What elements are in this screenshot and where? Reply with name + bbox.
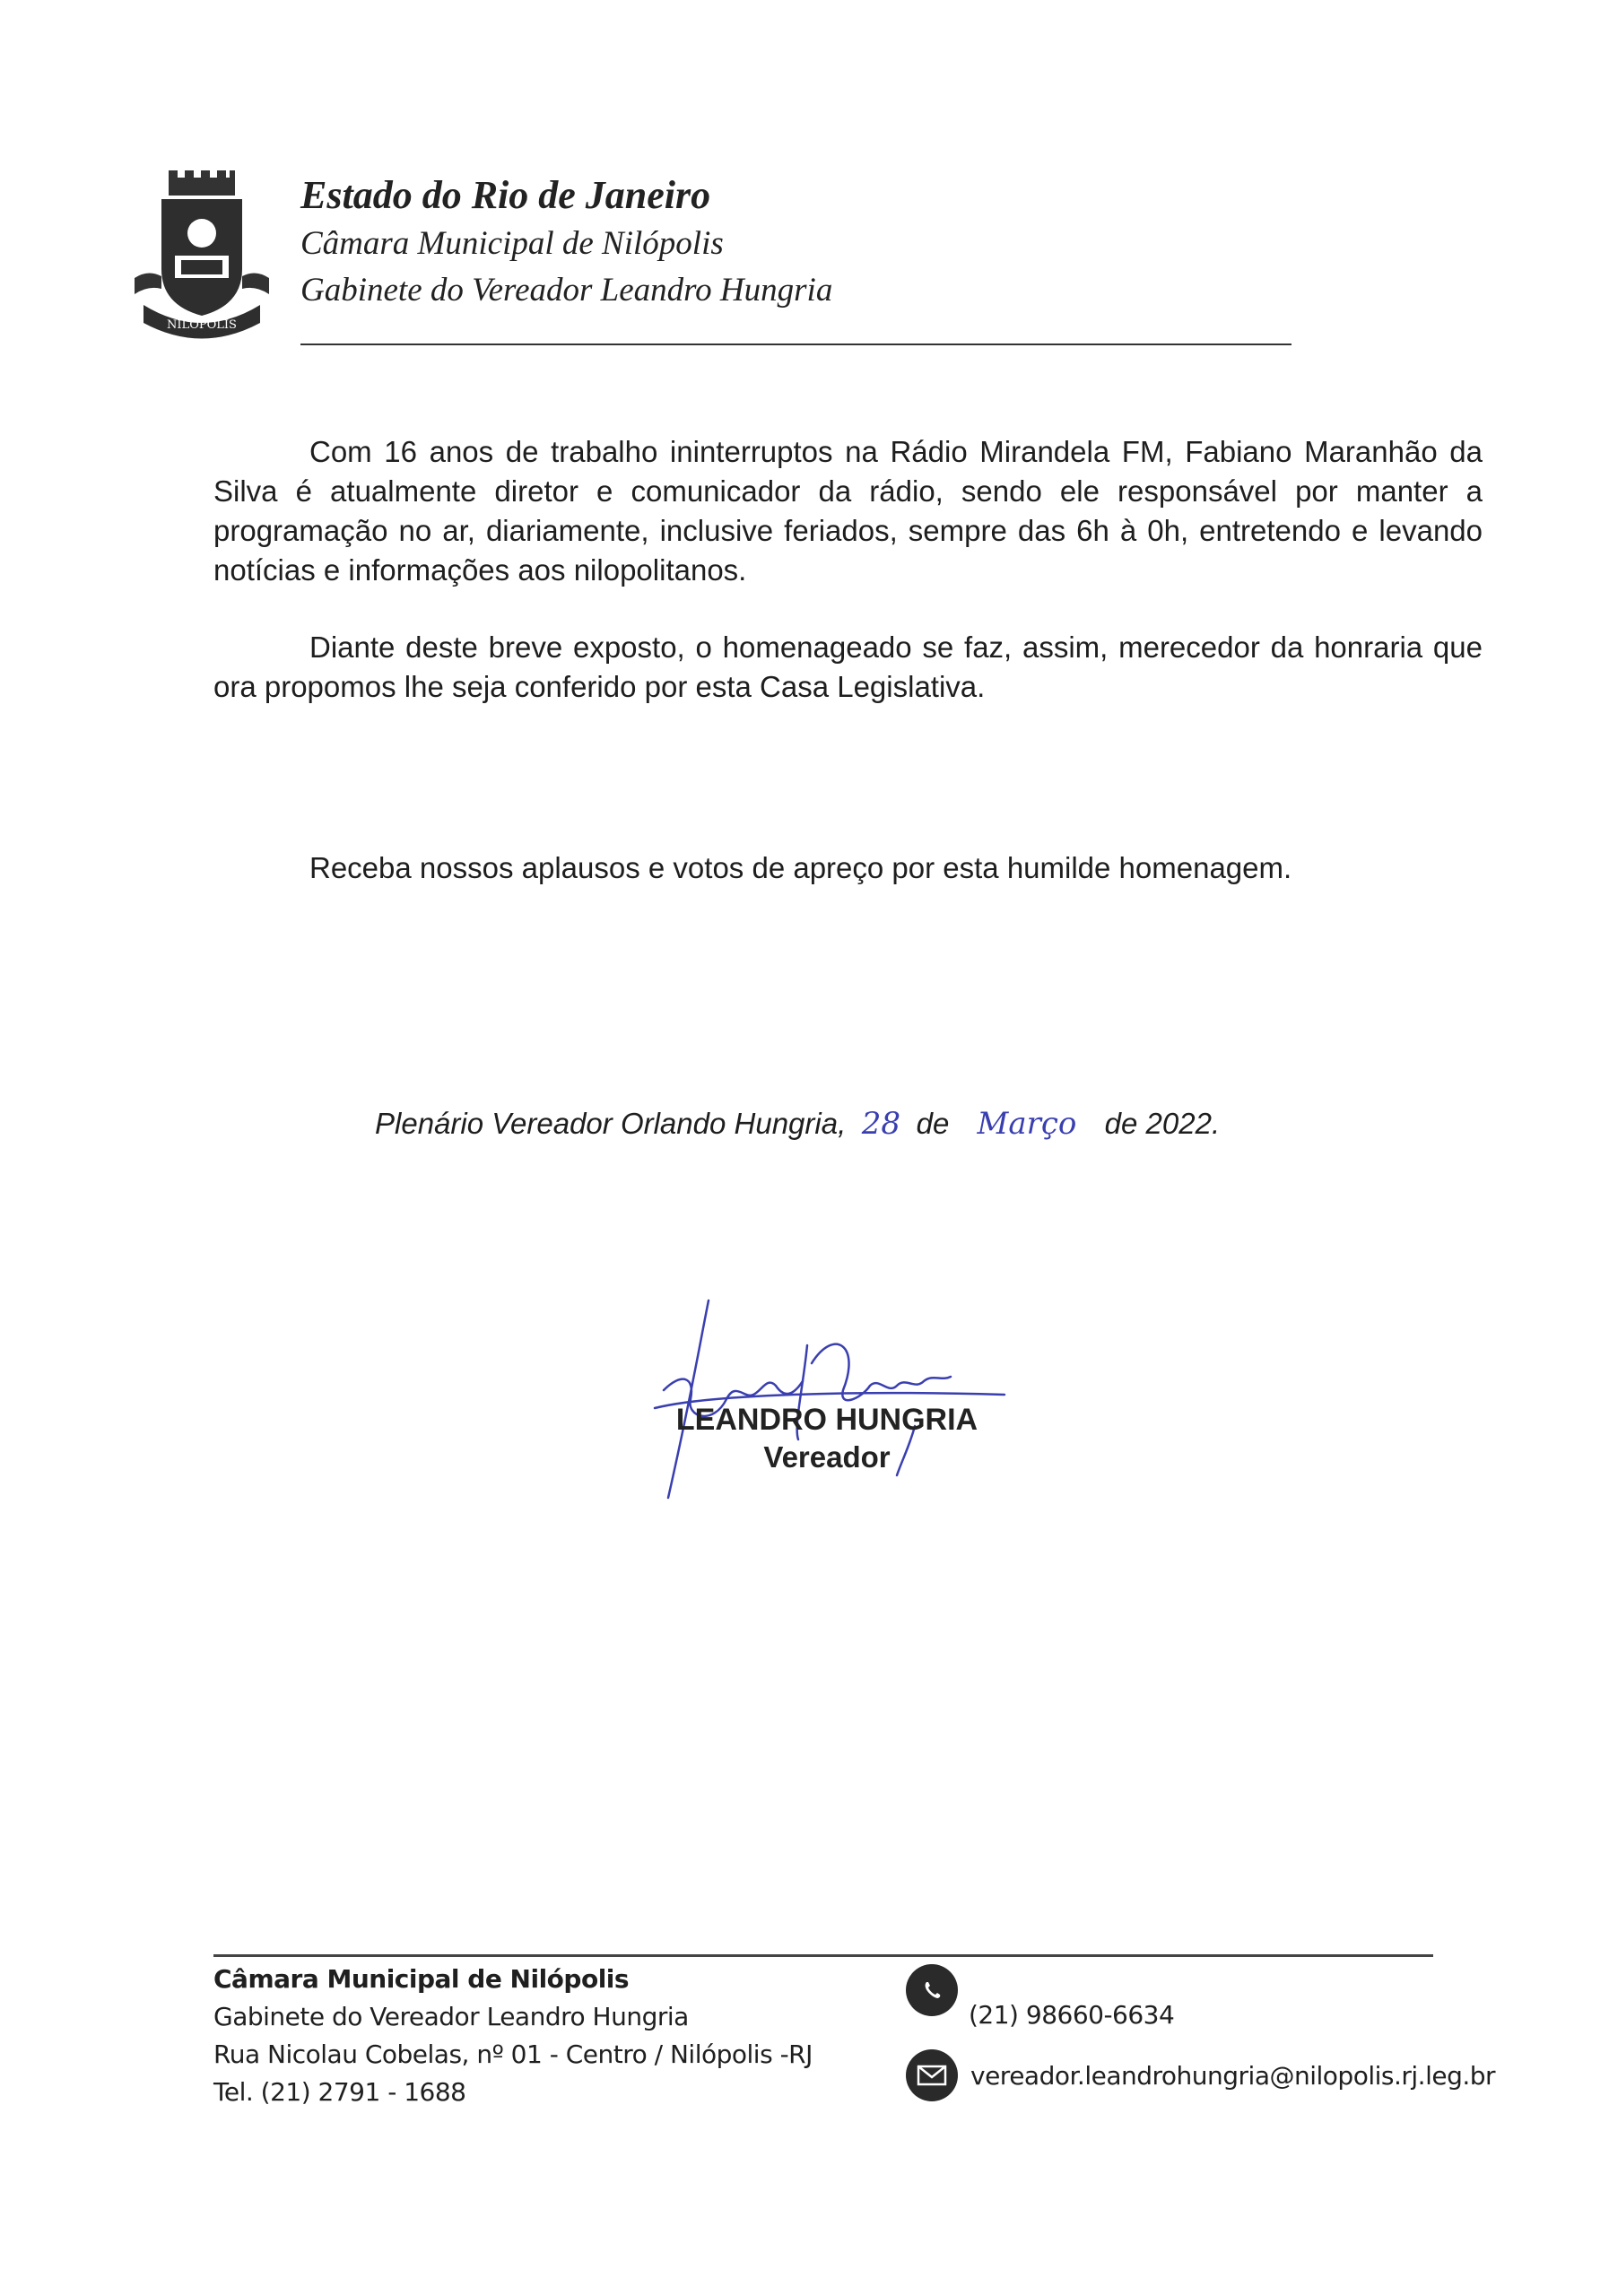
footer-address: Rua Nicolau Cobelas, nº 01 - Centro / Nilópolis -RJ	[213, 2039, 813, 2069]
footer-phone: (21) 98660-6634	[969, 2000, 1175, 2030]
letterhead	[300, 170, 832, 314]
municipal-crest-icon	[126, 170, 278, 341]
footer-office: Gabinete do Vereador Leandro Hungria	[213, 2002, 689, 2031]
header-divider	[300, 344, 1292, 345]
date-de-1: de	[916, 1107, 950, 1140]
date-line	[375, 1103, 1220, 1144]
footer-tel: Tel. (21) 2791 - 1688	[213, 2077, 466, 2107]
footer-address-block	[213, 1961, 813, 2111]
letterhead-chamber: Câmara Municipal de Nilópolis	[300, 225, 724, 262]
body-paragraph-1: Com 16 anos de trabalho ininterruptos na Rádio Mirandela FM, Fabiano Maranhão da Silva é atualmente diretor e comunicador da rádio, sendo ele responsável por manter a programação no ar, diariamente, inclusive feriados, sempre das 6h à 0h, entretendo e levando notícias e informações aos nilopolitanos.	[213, 435, 1483, 587]
date-year: de 2022.	[1104, 1107, 1221, 1140]
date-month-handwritten: Março	[977, 1106, 1077, 1142]
footer-phone-row	[906, 1964, 1175, 2030]
footer-divider	[213, 1954, 1433, 1957]
footer-email-row	[906, 2049, 1495, 2101]
envelope-icon	[906, 2049, 958, 2101]
footer-org: Câmara Municipal de Nilópolis	[213, 1964, 630, 1994]
footer-email[interactable]: vereador.leandrohungria@nilopolis.rj.leg.br	[970, 2060, 1496, 2091]
signatory-name: LEANDRO HUNGRIA	[675, 1403, 978, 1437]
date-day-handwritten: 28	[861, 1106, 901, 1142]
body-paragraph-2: Diante deste breve exposto, o homenageado se faz, assim, merecedor da honraria que ora propomos lhe seja conferido por esta Casa Legislativa.	[213, 631, 1483, 703]
body-paragraph-3: Receba nossos aplausos e votos de apreço por esta humilde homenagem.	[309, 851, 1292, 884]
letterhead-state: Estado do Rio de Janeiro	[300, 173, 711, 217]
letterhead-office: Gabinete do Vereador Leandro Hungria	[300, 272, 833, 309]
crest-ribbon-text: NILÓPOLIS	[167, 318, 237, 332]
date-place: Plenário Vereador Orlando Hungria,	[375, 1107, 847, 1140]
whatsapp-icon	[906, 1964, 958, 2016]
signatory-role: Vereador	[763, 1440, 891, 1474]
